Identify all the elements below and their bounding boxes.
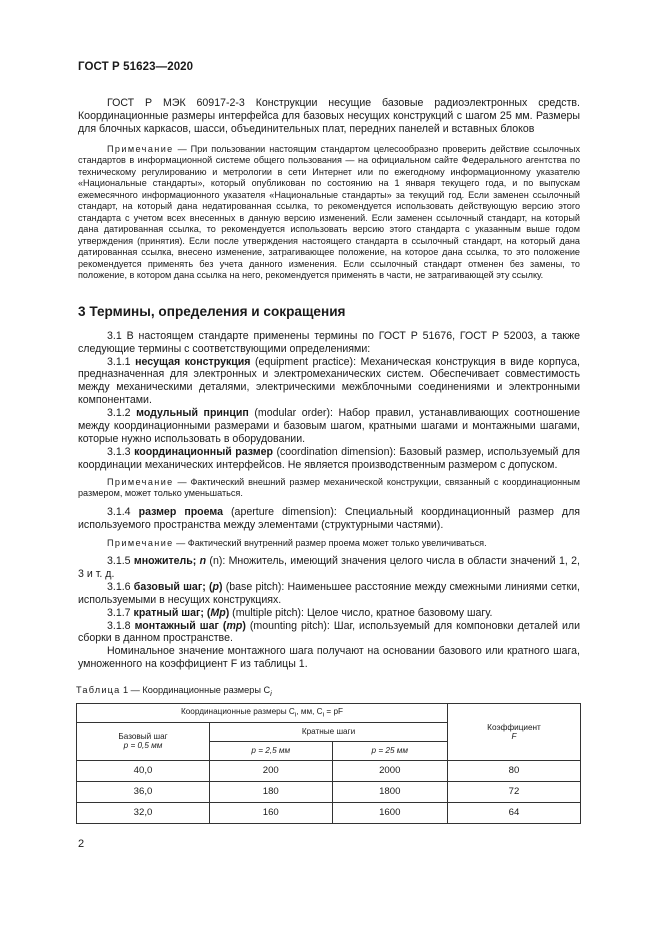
section-title: 3 Термины, определения и сокращения (78, 303, 346, 319)
note-3-1-3: Примечание — Фактический внешний размер механической конструкции, связанный с координационным размером, может только уменьшаться. (78, 476, 580, 499)
term-3-1-2: 3.1.2 модульный принцип (modular order): Набор правил, устанавливающих соотношение между координационными размерами и базовым шагом, кратными шагами и монтажными шагами, которые нужно использовать в оборудовании. (78, 407, 580, 445)
term-name: размер проема (138, 505, 223, 518)
note-label: Примечание (107, 143, 174, 154)
table-header-base: Базовый шаг p = 0,5 мм (77, 722, 210, 760)
note-3-1-4: Примечание — Фактический внутренний размер проема может только увеличиваться. (107, 537, 487, 548)
table-row: 32,0 160 1600 64 (77, 802, 581, 823)
table-header-p250: p = 25 мм (332, 741, 448, 760)
table-row: 40,0 200 2000 80 (77, 760, 581, 781)
table-caption: Таблица 1 — Координационные размеры $C_i$ (76, 685, 272, 698)
term-name: координационный размер (134, 445, 273, 458)
note-references (78, 144, 580, 282)
term-name: монтажный шаг (mp) (134, 619, 246, 632)
table-header-p25: p = 2,5 мм (210, 741, 333, 760)
term-name: несущая конструкция (135, 355, 251, 368)
term-3-1-6: 3.1.6 базовый шаг; (p) (base pitch): Наименьшее расстояние между смежными линиями сетки, используемыми в несущих конструкциях. (78, 580, 580, 606)
term-name: кратный шаг; (Mp) (133, 606, 230, 619)
term-3-1-5: 3.1.5 множитель; n (n): Множитель, имеющий значения целого числа в области значений 1, 2, 3 и т. д. (78, 555, 580, 580)
term-name: базовый шаг; (p) (133, 580, 223, 593)
term-3-1-8: 3.1.8 монтажный шаг (mp) (mounting pitch): Шаг, используемый для компоновки деталей или сборки в данном пространстве. (78, 619, 581, 645)
coordination-table (76, 703, 581, 824)
term-name: модульный принцип (136, 407, 249, 420)
term-3-1-4: 3.1.4 размер проема (aperture dimension): Специальный координационный размер для используемого пространства между элементами (структурными частями). (78, 505, 580, 531)
term-3-1-1: 3.1.1 несущая конструкция (equipment practice): Механическая конструкция в виде корпуса, предназначенная для электронных и электромеханических систем. Обеспечивает совместимость между механическими деталями, электрическими межблочными соединениями и электронными компонентами. (78, 355, 580, 407)
table-header-multiple: Кратные шаги (210, 722, 448, 741)
table-header-group: Координационные размеры $C_i$, мм, $C_i$ = pF (77, 703, 448, 722)
term-name: множитель; n (133, 555, 207, 567)
normative-reference: ГОСТ Р МЭК 60917-2-3 Конструкции несущие базовые радиоэлектронных средств. Координационные размеры интерфейса для базовых несущих конструкций с шагом 25 мм. Размеры для блочных каркасов, шасси, объединительных плат, передних панелей и вставных блоков (78, 97, 580, 135)
note-text: — При пользовании настоящим стандартом целесообразно проверить действие ссылочных стандартов в информационной системе общего пользования — на официальном сайте Федерального агентства по техническому регулированию и метрологии в сети Интернет или по ежегодному информационному указателю «Национальные стандарты», который опубликован по состоянию на 1 января текущего года, и по выпускам ежемесячного информационного указателя «Национальные стандарты» за текущий год. Если заменен ссылочный стандарт, на который дана недатированная ссылка, то рекомендуется использовать действующую версию этого стандарта с учетом всех внесенных в данную версию изменений. Если заменен ссылочный стандарт, на который дана датированная ссылка, то рекомендуется использовать версию этого стандарта с указанным выше годом утверждения (принятия). Если после утверждения настоящего стандарта в ссылочный стандарт, на который дана датированная ссылка, внесено изменение, затрагивающее положение, на которое дана ссылка, то это положение рекомендуется применять без учета данного изменения. Если ссылочный стандарт отменен без замены, то положение, в котором дана ссылка на него, рекомендуется применять в части, не затрагивающей эту ссылку. (78, 143, 580, 281)
term-3-1-7: 3.1.7 кратный шаг; (Mp) (multiple pitch): Целое число, кратное базовому шагу. (107, 606, 493, 619)
term-3-1-3: 3.1.3 координационный размер (coordination dimension): Базовый размер, используемый для координации механических интерфейсов. Не является производственным размером с допуском. (78, 445, 580, 471)
table-header-coef: Коэффициент F (448, 703, 581, 760)
page-content (78, 97, 580, 824)
table-row: 36,0 180 1800 72 (77, 781, 581, 802)
terms-intro: 3.1 В настоящем стандарте применены термины по ГОСТ Р 51676, ГОСТ Р 52003, а также следующие термины с соответствующими определениями: (78, 329, 580, 355)
table-1-block (78, 685, 580, 824)
doc-header: ГОСТ Р 51623—2020 (78, 61, 194, 73)
page-number: 2 (78, 838, 85, 850)
nominal-value-text: Номинальное значение монтажного шага получают на основании базового или кратного шага, умноженного на коэффициент F из таблицы 1. (78, 645, 580, 671)
